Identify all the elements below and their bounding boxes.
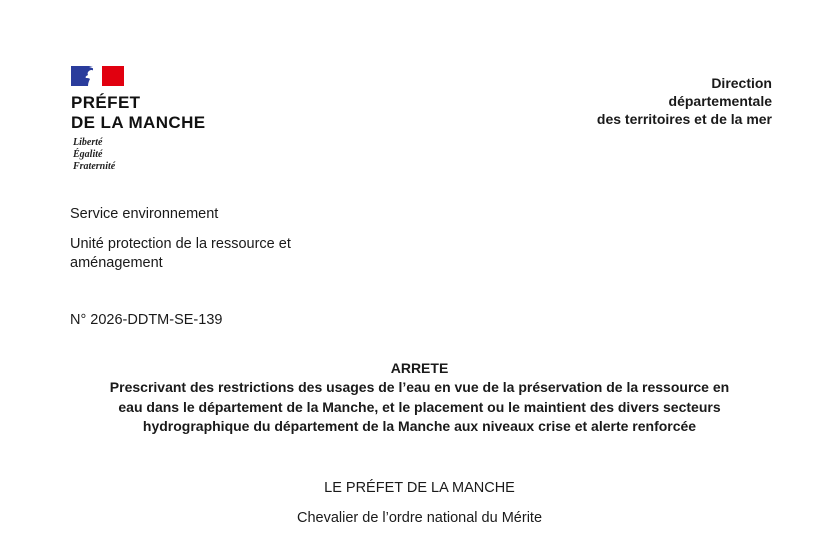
- unit-line-2: aménagement: [70, 255, 163, 271]
- direction-line-1: Direction: [711, 75, 772, 91]
- arrete-subject-line-2: eau dans le département de la Manche, et le placement ou le maintient des divers secteurs: [118, 399, 721, 415]
- arrete-title: ARRETE: [390, 360, 449, 376]
- prefet-title-line-2: DE LA MANCHE: [71, 113, 206, 132]
- unit-line-1: Unité protection de la ressource et: [70, 236, 291, 252]
- service-name: Service environnement: [70, 206, 219, 222]
- arrete-number: N° 2026-DDTM-SE-139: [70, 312, 223, 328]
- signatory-title: LE PRÉFET DE LA MANCHE: [324, 480, 515, 496]
- motto-egalite: Égalité: [73, 149, 103, 160]
- prefet-title-line-1: PRÉFET: [71, 93, 141, 112]
- motto-fraternite: Fraternité: [73, 161, 116, 172]
- arrete-subject-line-3: hydrographique du département de la Manche aux niveaux crise et alerte renforcée: [142, 418, 697, 434]
- direction-line-3: des territoires et de la mer: [596, 111, 772, 127]
- arrete-subject-line-1: Prescrivant des restrictions des usages de l’eau en vue de la préservation de la ressource en: [109, 379, 730, 395]
- marianne-flag-logo-icon: [71, 66, 124, 86]
- direction-line-2: départementale: [668, 93, 772, 109]
- signatory-distinction: Chevalier de l’ordre national du Mérite: [296, 510, 543, 526]
- motto-liberte: Liberté: [73, 137, 103, 148]
